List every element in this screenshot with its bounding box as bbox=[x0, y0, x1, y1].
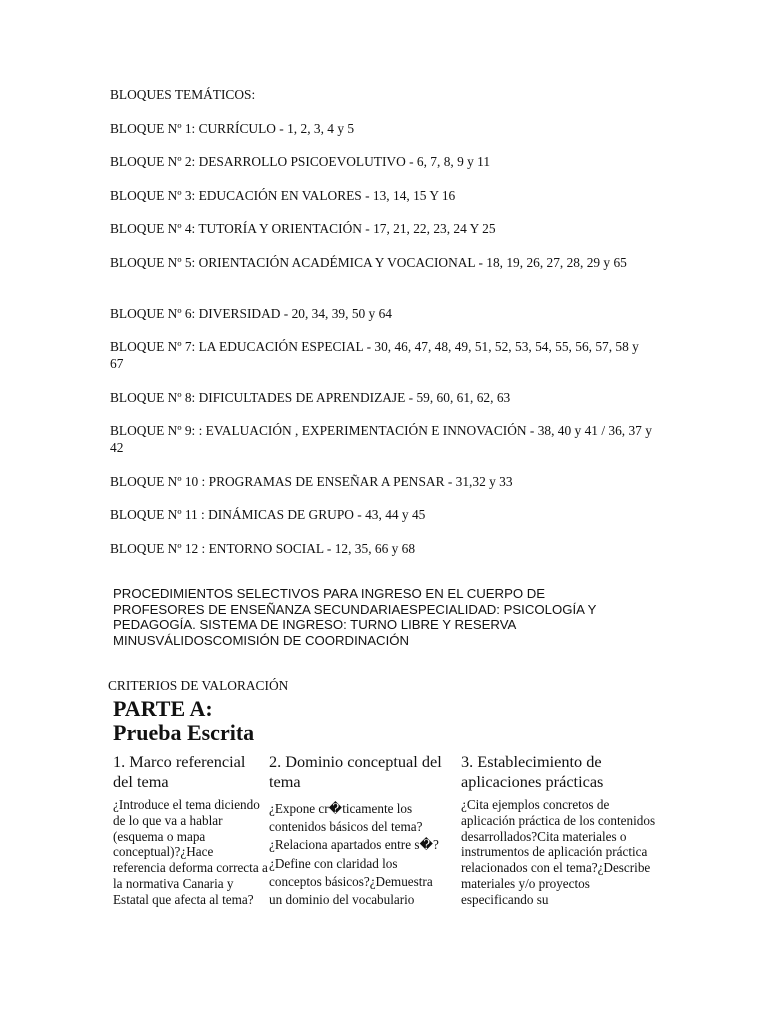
bloque-item-11: BLOQUE Nº 11 : DINÁMICAS DE GRUPO - 43, 44 y 45 bbox=[110, 507, 426, 522]
parte-title-line2: Prueba Escrita bbox=[113, 720, 255, 745]
criterion-column-3 bbox=[461, 752, 661, 908]
criterion-column-2 bbox=[269, 752, 449, 909]
criterion-title-2: 2. Dominio conceptual del tema bbox=[269, 752, 442, 791]
parte-title bbox=[113, 697, 254, 745]
parte-title-line1: PARTE A: bbox=[113, 696, 213, 721]
bloque-item-7: BLOQUE Nº 7: LA EDUCACIÓN ESPECIAL - 30, 46, 47, 48, 49, 51, 52, 53, 54, 55, 56, 57, 58 y 67 bbox=[110, 339, 639, 371]
bloques-heading: BLOQUES TEMÁTICOS: bbox=[110, 87, 256, 102]
bloque-item-1: BLOQUE Nº 1: CURRÍCULO - 1, 2, 3, 4 y 5 bbox=[110, 121, 355, 136]
bloque-item-12: BLOQUE Nº 12 : ENTORNO SOCIAL - 12, 35, 66 y 68 bbox=[110, 541, 416, 556]
criterion-title-1: 1. Marco referencial del tema bbox=[113, 752, 246, 791]
bloque-item-2: BLOQUE Nº 2: DESARROLLO PSICOEVOLUTIVO - 6, 7, 8, 9 y 11 bbox=[110, 154, 491, 169]
criterios-heading: CRITERIOS DE VALORACIÓN bbox=[108, 678, 289, 693]
criterion-body-1: ¿Introduce el tema diciendo de lo que va a hablar (esquema o mapa conceptual)?¿Hace referencia deforma correcta a la normativa Canaria y Estatal que afecta al tema? bbox=[113, 797, 268, 907]
criterion-body-3: ¿Cita ejemplos concretos de aplicación práctica de los contenidos desarrollados?Cita materiales o instrumentos de aplicación práctica relacionados con el tema?¿Describe materiales y/o proyectos especificando su bbox=[461, 797, 656, 907]
bloque-item-6: BLOQUE Nº 6: DIVERSIDAD - 20, 34, 39, 50 y 64 bbox=[110, 306, 392, 321]
criterion-body-2: ¿Expone cr�ticamente los contenidos básicos del tema?¿Relaciona apartados entre s�?¿Define con claridad los conceptos básicos?¿Demuestra un dominio del vocabulario bbox=[269, 801, 439, 908]
bloque-item-3: BLOQUE Nº 3: EDUCACIÓN EN VALORES - 13, 14, 15 Y 16 bbox=[110, 188, 456, 203]
bloque-item-10: BLOQUE Nº 10 : PROGRAMAS DE ENSEÑAR A PENSAR - 31,32 y 33 bbox=[110, 474, 513, 489]
criterion-title-3: 3. Establecimiento de aplicaciones prácticas bbox=[461, 752, 604, 791]
bloque-item-5: BLOQUE Nº 5: ORIENTACIÓN ACADÉMICA Y VOCACIONAL - 18, 19, 26, 27, 28, 29 y 65 bbox=[110, 255, 627, 270]
bloque-item-9: BLOQUE Nº 9: : EVALUACIÓN , EXPERIMENTACIÓN E INNOVACIÓN - 38, 40 y 41 / 36, 37 y 42 bbox=[110, 423, 652, 455]
criterion-column-1 bbox=[113, 752, 269, 908]
bloque-item-8: BLOQUE Nº 8: DIFICULTADES DE APRENDIZAJE - 59, 60, 61, 62, 63 bbox=[110, 390, 511, 405]
bloque-item-4: BLOQUE Nº 4: TUTORÍA Y ORIENTACIÓN - 17, 21, 22, 23, 24 Y 25 bbox=[110, 221, 496, 236]
procedimientos-heading: PROCEDIMIENTOS SELECTIVOS PARA INGRESO EN EL CUERPO DE PROFESORES DE ENSEÑANZA SECUNDARIAESPECIALIDAD: PSICOLOGÍA Y PEDAGOGÍA. SISTEMA DE INGRESO: TURNO LIBRE Y RESERVA MINUSVÁLIDOSCOMISIÓN DE COORDINACIÓN bbox=[113, 586, 597, 648]
